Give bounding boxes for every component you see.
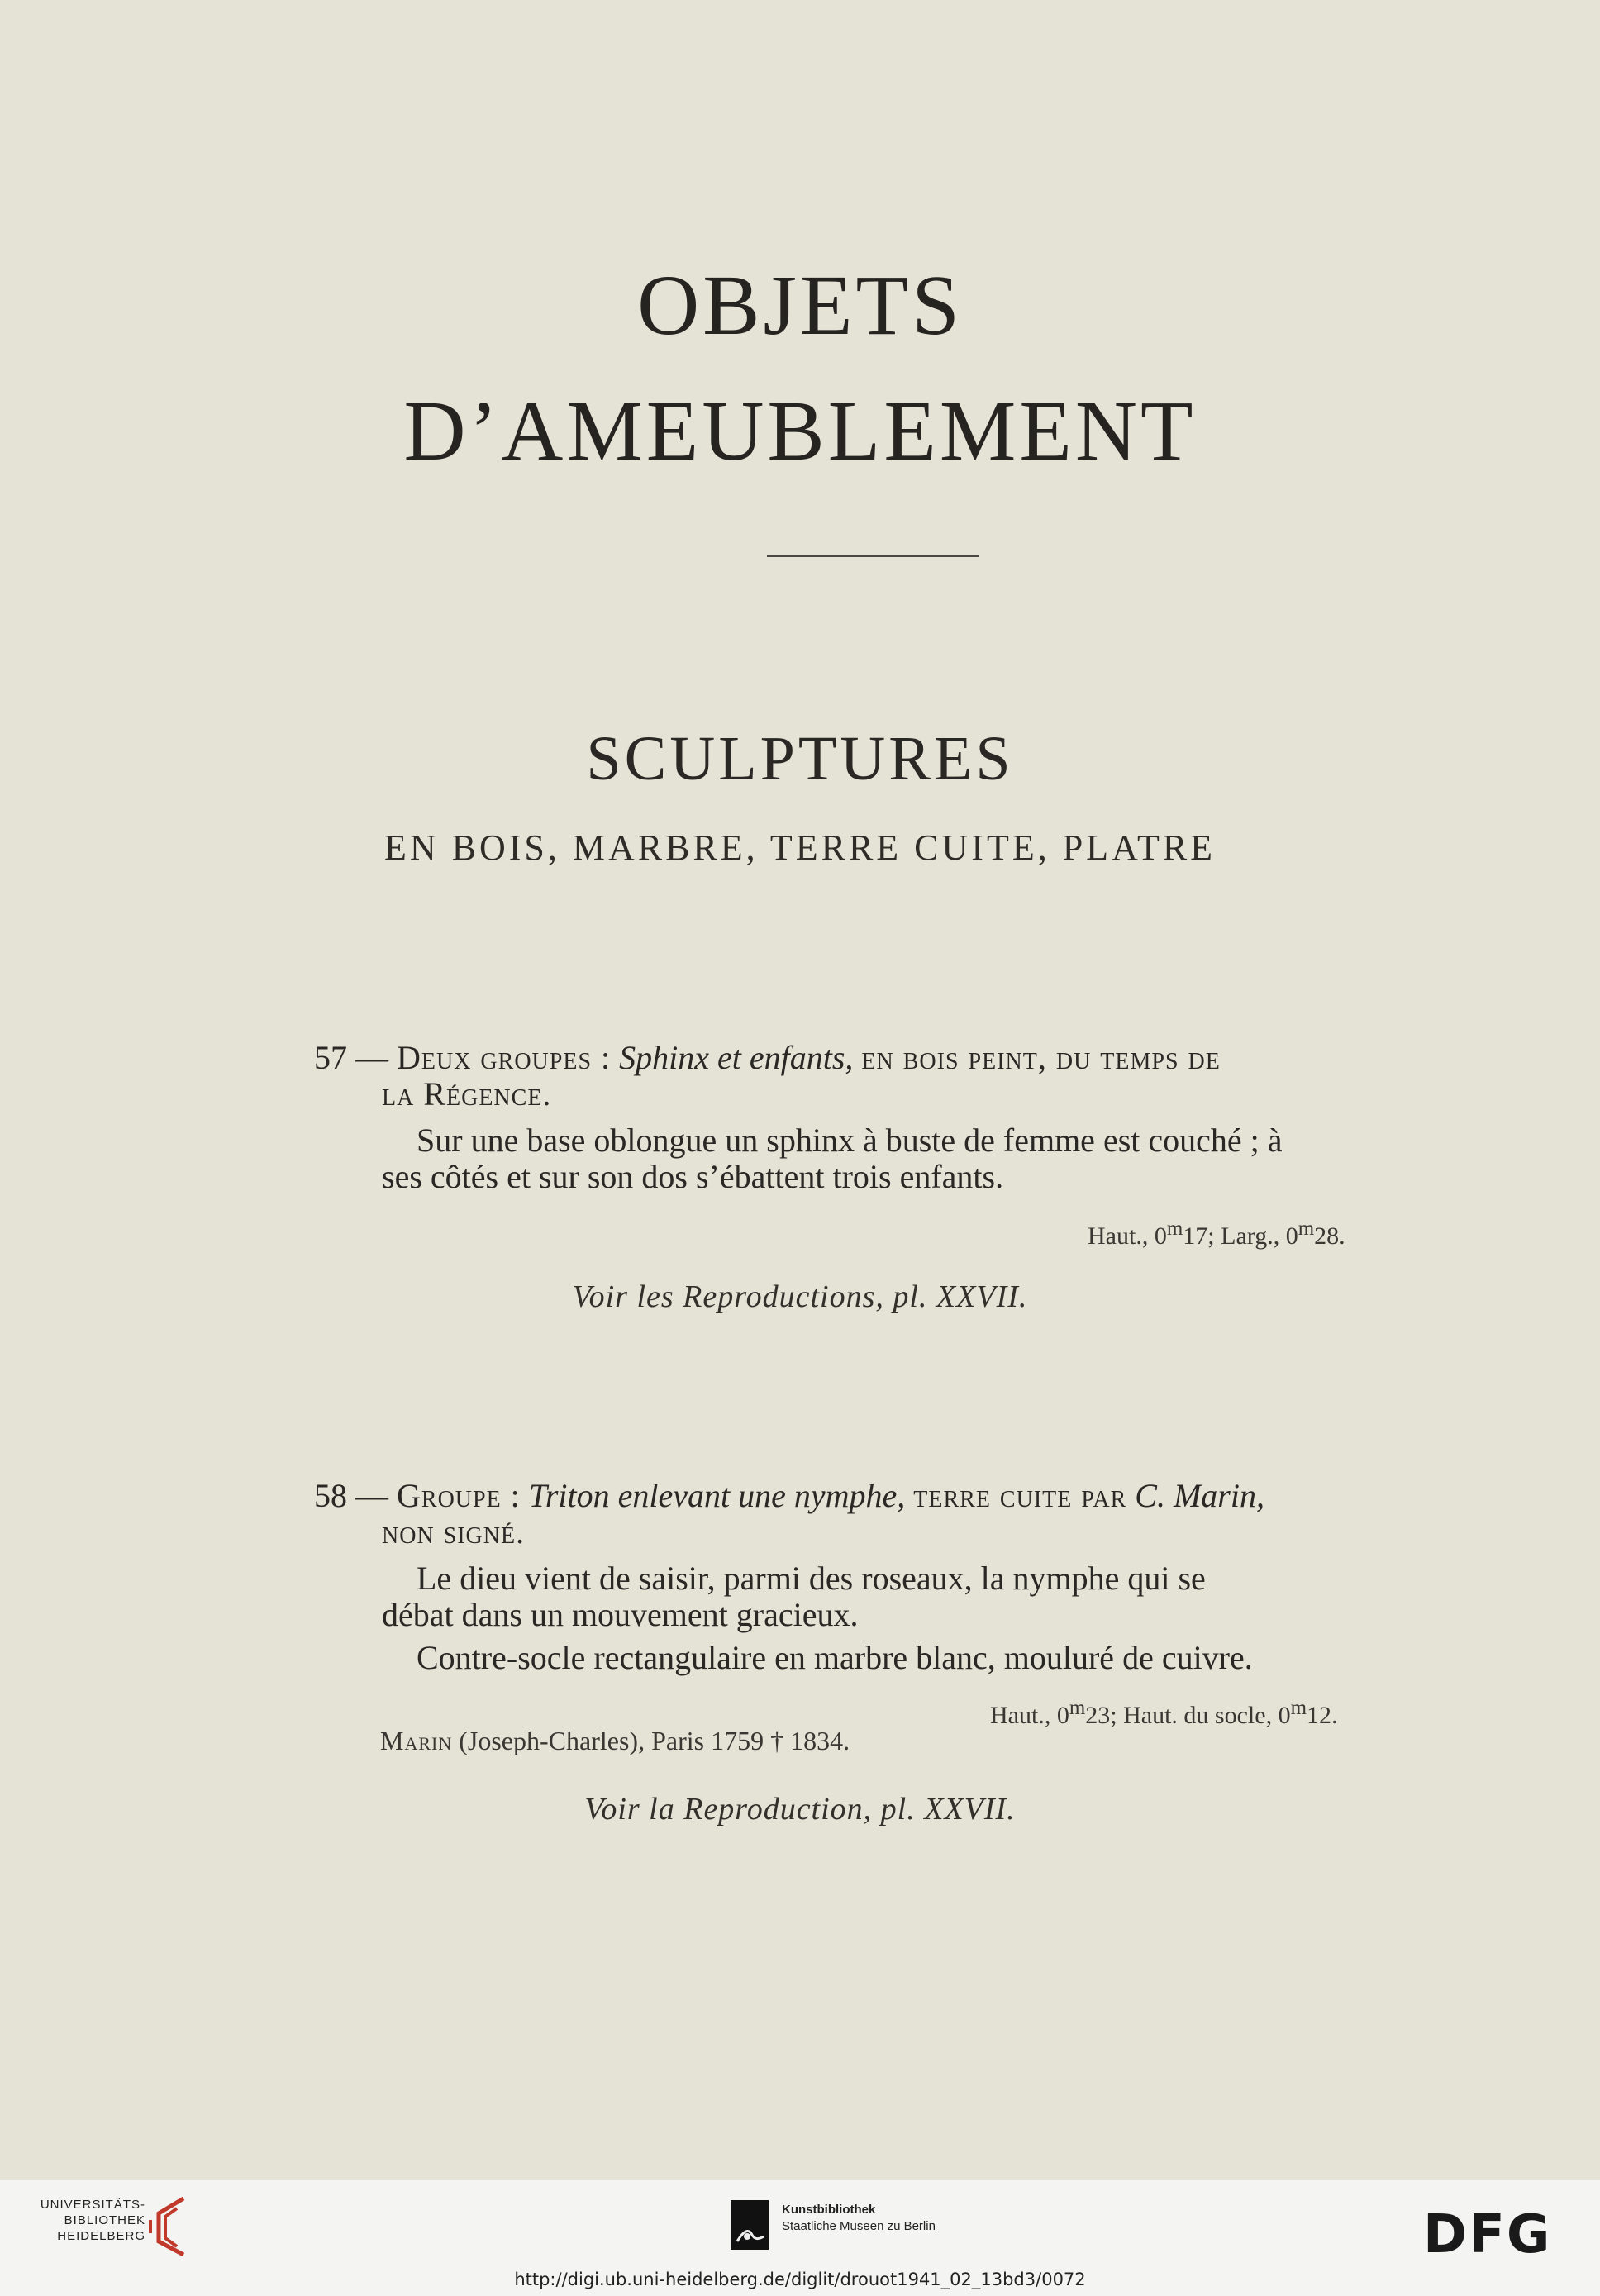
entry-label: Groupe :	[397, 1477, 521, 1514]
dimension-value: 17	[1183, 1222, 1208, 1250]
kb-name: Kunstbibliothek	[782, 2203, 876, 2217]
entry-57-desc-line2: ses côtés et sur son dos s’ébattent trois enfants.	[382, 1158, 1004, 1195]
dimension-value: 12.	[1307, 1702, 1338, 1729]
entry-58-desc-line3: Contre-socle rectangulaire en marbre blanc, mouluré de cuivre.	[417, 1639, 1253, 1676]
dimension-unit: m	[1166, 1217, 1183, 1240]
dimension-value: 23	[1085, 1702, 1111, 1729]
entry-57-heading-cont: la Régence.	[382, 1075, 552, 1112]
entry-number: 58	[314, 1477, 347, 1514]
section-title: SCULPTURES	[586, 724, 1014, 793]
kunstbibliothek-logo-icon	[731, 2200, 769, 2250]
library-name-line: BIBLIOTHEK	[64, 2213, 145, 2227]
entry-58-artist-info	[380, 1727, 850, 1754]
artist-dates: (Joseph-Charles), Paris 1759 † 1834.	[459, 1726, 850, 1755]
entry-57-heading	[314, 1041, 1221, 1074]
page-title-line2: D’AMEUBLEMENT	[403, 383, 1197, 479]
entry-dash: —	[355, 1039, 388, 1076]
entry-58-heading-cont: non signé.	[382, 1513, 526, 1551]
kunstbibliothek-logo-text	[782, 2202, 936, 2235]
section-subtitle: EN BOIS, MARBRE, TERRE CUITE, PLATRE	[383, 827, 1217, 868]
title-rule	[767, 555, 979, 557]
entry-label: Deux groupes :	[397, 1039, 612, 1076]
ub-heidelberg-logo-text	[30, 2197, 145, 2244]
dimension-label: Haut., 0	[1088, 1222, 1167, 1250]
entry-artist: C. Marin,	[1135, 1477, 1264, 1514]
entry-57-dimensions	[1088, 1218, 1345, 1249]
page-title-line1: OBJETS	[637, 258, 963, 353]
entry-58-desc-line1: Le dieu vient de saisir, parmi des roseaux, la nymphe qui se	[417, 1560, 1206, 1597]
entry-material: en bois peint, du temps de	[861, 1039, 1221, 1076]
dimension-label: ; Haut. du socle, 0	[1110, 1702, 1291, 1729]
entry-58-heading	[314, 1479, 1264, 1512]
entry-58-dimensions	[990, 1698, 1338, 1728]
entry-57-reference: Voir les Reproductions, pl. XXVII.	[572, 1279, 1028, 1314]
dimension-unit: m	[1290, 1697, 1307, 1719]
entry-58-reference: Voir la Reproduction, pl. XXVII.	[584, 1792, 1016, 1827]
ub-heidelberg-logo-icon	[147, 2195, 193, 2256]
artist-name: Marin	[380, 1726, 453, 1755]
kb-subtitle: Staatliche Museen zu Berlin	[782, 2219, 936, 2233]
entry-material: terre cuite par	[913, 1477, 1127, 1514]
dimension-unit: m	[1298, 1217, 1315, 1240]
dimension-label: Haut., 0	[990, 1702, 1069, 1729]
dimension-unit: m	[1069, 1697, 1086, 1719]
dimension-label: ; Larg., 0	[1207, 1222, 1298, 1250]
entry-dash: —	[355, 1477, 388, 1514]
entry-58-desc-line2: débat dans un mouvement gracieux.	[382, 1596, 859, 1633]
dfg-logo: DFG	[1423, 2204, 1552, 2265]
entry-title: Sphinx et enfants,	[619, 1039, 854, 1076]
source-url[interactable]: http://digi.ub.uni-heidelberg.de/diglit/drouot1941_02_13bd3/0072	[514, 2270, 1086, 2289]
library-name-line: HEIDELBERG	[57, 2229, 145, 2243]
entry-title: Triton enlevant une nymphe,	[528, 1477, 906, 1514]
entry-57-desc-line1: Sur une base oblongue un sphinx à buste de femme est couché ; à	[417, 1122, 1283, 1159]
entry-number: 57	[314, 1039, 347, 1076]
dimension-value: 28.	[1314, 1222, 1345, 1250]
library-name-line: UNIVERSITÄTS-	[40, 2198, 145, 2212]
